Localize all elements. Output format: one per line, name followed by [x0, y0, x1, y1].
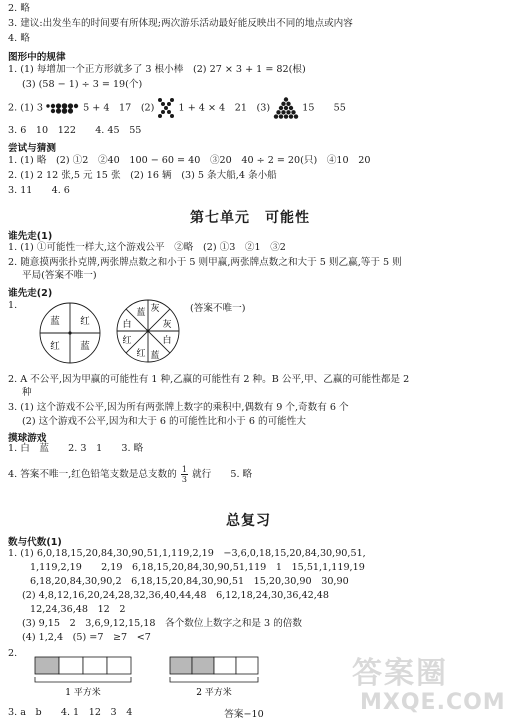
review-q2-number: 2.: [8, 648, 18, 659]
review-line-4: (2) 4,8,12,16,20,24,28,32,36,40,44,48 6,12,18,24,30,36,42,48: [22, 590, 329, 601]
tri-dot: [281, 110, 285, 114]
cross-dot: [164, 106, 168, 110]
unit7-line-7: [8, 465, 252, 484]
watermark-logo: 答案圈: [352, 656, 448, 691]
unit7-line-3b: 种: [22, 387, 32, 398]
cross-dot: [158, 98, 162, 102]
tri-dot: [286, 102, 290, 106]
spinner-label: 灰: [162, 320, 172, 330]
cross-dot: [167, 110, 171, 114]
cross-dot: [170, 98, 174, 102]
pattern-line-2: (3) (58 − 1) ÷ 3 = 19(个): [22, 79, 143, 90]
unit7-q1-number: 1.: [8, 300, 18, 311]
dot-mark: [74, 104, 78, 108]
fraction-numerator: 1: [181, 465, 187, 474]
cross-dot: [158, 114, 162, 118]
spinner-label: 红: [80, 316, 90, 327]
unit7-line-6: 1. 白 蓝 2. 3 1 3. 略: [8, 443, 144, 454]
area-cell: [214, 657, 236, 674]
heading-numbers-algebra-1: 数与代数(1): [8, 537, 62, 548]
spinner-label: 白: [122, 320, 132, 330]
dot-mark: [46, 104, 49, 107]
bar-1-label: 1 平方米: [65, 688, 101, 698]
spinner-label: 蓝: [50, 316, 60, 327]
dot-mark: [62, 108, 68, 114]
fraction-one-third: [181, 465, 188, 484]
guess-line-2: 2. (1) 2 12 张,5 元 15 张 (2) 16 辆 (3) 5 条大船,4 条小船: [8, 170, 277, 181]
watermark-url: MXQE.COM: [360, 690, 506, 715]
spinner-four-sectors: [37, 300, 103, 366]
dot-mark: [68, 103, 73, 108]
spinner-eight-sectors: [113, 296, 183, 366]
review-line-3: 6,18,20,84,30,90,2 6,18,15,20,84,30,90,51 15,20,30,90 30,90: [30, 576, 349, 587]
pattern-line-3-part-a: 2. (1) 3: [8, 102, 43, 114]
heading-ball-game: 摸球游戏: [8, 433, 47, 444]
spinner-label: 蓝: [150, 351, 160, 361]
spinner-label: 白: [162, 336, 172, 346]
review-line-8: 3. a b 4. 1 12 3 4: [8, 707, 133, 718]
unit7-line-2b: 平局(答案不唯一): [22, 270, 97, 281]
review-line-2: 1,119,2,19 2,19 6,18,15,20,84,30,90,51,119 1 15,51,1,119,19: [30, 562, 365, 573]
tri-dot: [284, 97, 288, 101]
tri-dot: [284, 106, 288, 110]
area-cell: [107, 657, 131, 674]
pattern-line-3: [8, 97, 346, 119]
dot-mark: [56, 108, 61, 113]
unit-7-title: 第七单元 可能性: [190, 210, 310, 226]
unit7-line-7-part-b: 就行 5. 略: [191, 469, 253, 480]
intro-line-1: 2. 略: [8, 3, 30, 14]
cross-dot: [161, 110, 165, 114]
triangle-dots-icon: [273, 97, 299, 119]
review-line-1: 1. (1) 6,0,18,15,20,84,30,90,51,1,119,2,19 −3,6,0,18,15,20,84,30,90,51,: [8, 548, 366, 559]
bar-2-label: 2 平方米: [196, 688, 232, 698]
cross-dot: [161, 102, 165, 106]
pattern-line-3-part-d: 15 55: [302, 102, 346, 114]
fraction-denominator: 3: [181, 475, 187, 484]
heading-who-goes-first-1: 谁先走(1): [8, 231, 53, 242]
spinner-label: 灰: [150, 304, 160, 314]
tri-dot: [279, 114, 283, 118]
area-cell-shaded: [35, 657, 59, 674]
spinner-label: 红: [122, 336, 132, 346]
dot-mark: [51, 104, 55, 108]
tri-dot: [279, 106, 283, 110]
unit7-line-2: 2. 随意摸两张扑克牌,两张牌点数之和小于 5 则甲赢,两张牌点数之和大于 5 则乙赢,等于 5 则: [8, 257, 402, 268]
unit7-line-4: 3. (1) 这个游戏不公平,因为所有两张牌上数字的乘积中,偶数有 9 个,奇数有 6 个: [8, 402, 349, 413]
area-cell: [236, 657, 258, 674]
page-footer: 答案−10: [224, 709, 264, 720]
guess-line-3: 3. 11 4. 6: [8, 185, 70, 196]
dot-mark: [62, 103, 68, 109]
spinner-label: 蓝: [80, 341, 90, 352]
bar-1-bracket: [35, 677, 131, 682]
area-cell-shaded: [192, 657, 214, 674]
heading-who-goes-first-2: 谁先走(2): [8, 288, 53, 299]
x-cross-icon: [157, 97, 175, 119]
section-heading-pattern: 图形中的规律: [8, 52, 66, 63]
tri-dot: [291, 110, 295, 114]
dot-mark: [51, 109, 55, 113]
cross-dot: [170, 114, 174, 118]
tri-dot: [289, 106, 293, 110]
guess-line-1: 1. (1) 略 (2) ①2 ②40 100 − 60 = 40 ③20 40 ÷ 2 = 20(只) ④10 20: [8, 155, 371, 166]
unit7-line-3: 2. A 不公平,因为甲赢的可能性有 1 种,乙赢的可能性有 2 种。B 公平,甲、乙赢的可能性都是 2: [8, 374, 410, 385]
area-cell: [83, 657, 107, 674]
unit7-line-1: 1. (1) ①可能性一样大,这个游戏公平 ②略 (2) ①3 ②1 ③2: [8, 242, 286, 253]
cross-dot: [167, 102, 171, 106]
answer-not-unique-note: (答案不唯一): [190, 303, 246, 314]
area-bars-figure: [30, 655, 300, 703]
spinner-label: 蓝: [136, 308, 146, 318]
intro-line-3: 4. 略: [8, 33, 30, 44]
dot-mark: [68, 108, 73, 113]
tri-dot: [289, 114, 293, 118]
review-line-6: (3) 9,15 2 3,6,9,12,15,18 各个数位上数字之和是 3 的倍数: [22, 618, 302, 629]
pattern-line-1: 1. (1) 每增加一个正方形就多了 3 根小棒 (2) 27 × 3 + 1 = 82(根): [8, 64, 306, 75]
dot-pattern-icon: [46, 102, 80, 114]
tri-dot: [294, 114, 298, 118]
tri-dot: [281, 102, 285, 106]
unit7-line-5: (2) 这个游戏不公平,因为和大于 6 的可能性比和小于 6 的可能性大: [22, 416, 306, 427]
tri-dot: [286, 110, 290, 114]
tri-dot: [276, 110, 280, 114]
section-heading-guess: 尝试与猜测: [8, 143, 56, 154]
spinner-label: 红: [50, 341, 60, 352]
dot-mark: [56, 103, 61, 108]
review-line-5: 12,24,36,48 12 2: [30, 604, 126, 615]
review-line-7: (4) 1,2,4 (5) =7 ≥7 <7: [22, 632, 151, 643]
review-title: 总复习: [226, 513, 271, 529]
pattern-line-3-part-b: 5 + 4 17 (2): [83, 102, 155, 114]
area-cell-shaded: [170, 657, 192, 674]
spinner-center: [146, 329, 149, 332]
tri-dot: [284, 114, 288, 118]
intro-line-2: 3. 建议:出发坐车的时间要有所体现;两次游乐活动最好能反映出不同的地点或内容: [8, 18, 353, 29]
area-cell: [59, 657, 83, 674]
spinner-label: 红: [136, 349, 146, 359]
pattern-line-3-part-c: 1 + 4 × 4 21 (3): [178, 102, 271, 114]
spinner-center: [68, 331, 71, 334]
pattern-line-4: 3. 6 10 122 4. 45 55: [8, 125, 142, 136]
tri-dot: [274, 114, 278, 118]
bar-2-bracket: [170, 677, 258, 682]
unit7-line-7-part-a: 4. 答案不唯一,红色铅笔支数是总支数的: [8, 469, 177, 480]
